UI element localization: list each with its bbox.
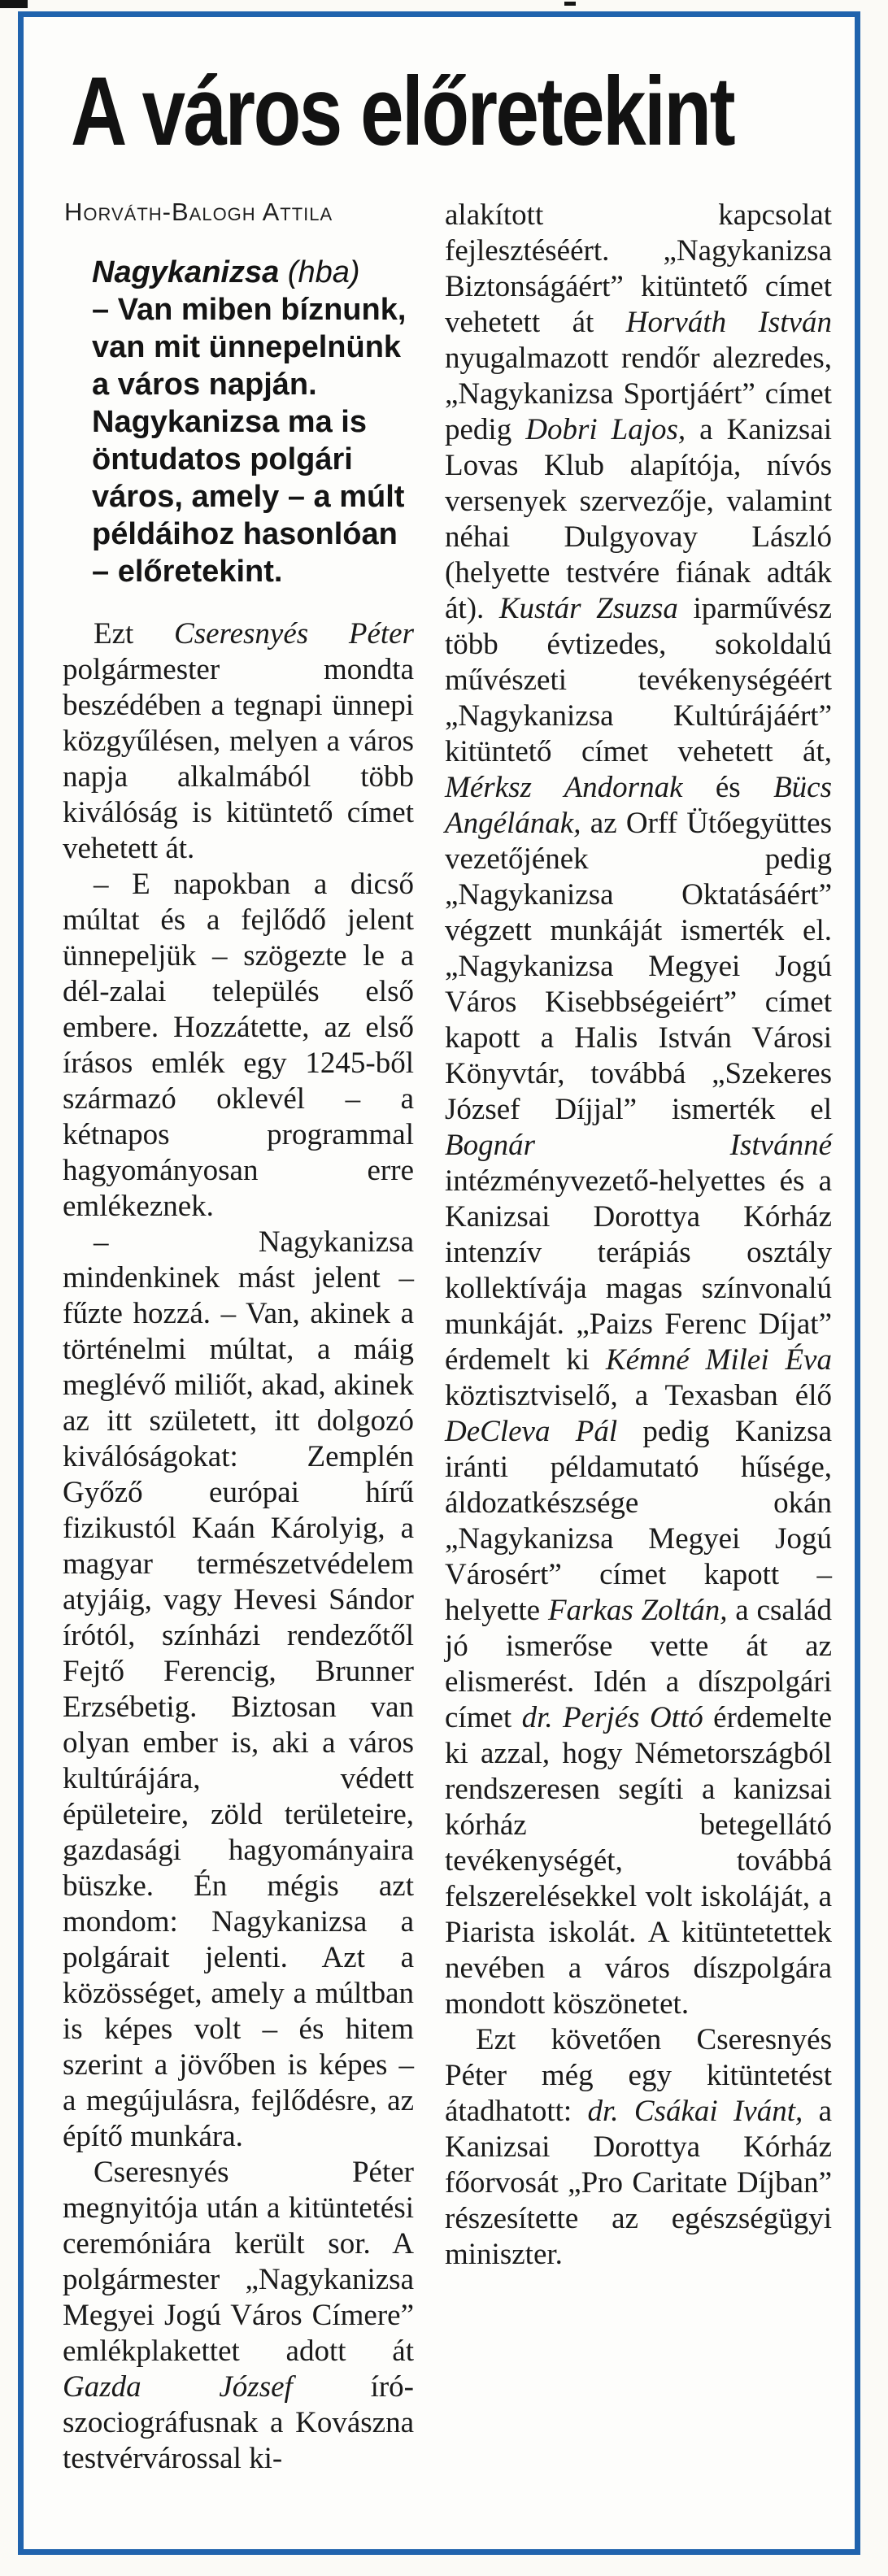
article-headline: A város előretekint xyxy=(71,57,734,166)
text-run: a Kanizsai Lovas Klub alapítója, nívós versenyek szervezője, valamint néhai Dulgyovay László (helyette testvére fiának adták át). xyxy=(445,413,833,625)
body-paragraph xyxy=(63,616,414,867)
lead-dateline: Nagykanizsa xyxy=(92,255,280,289)
article-frame xyxy=(18,11,860,2555)
person-name: Kémné Milei Éva xyxy=(605,1343,832,1377)
text-run: a Kanizsai Dorottya Kórház főorvosát „Pro Caritate Díjban” részesítette az egészségügyi miniszter. xyxy=(445,2095,832,2271)
text-run: Ezt xyxy=(94,616,175,651)
person-name: dr. Perjés Ottó xyxy=(521,1701,703,1734)
text-run: és xyxy=(682,771,774,804)
person-name: Cseresnyés Péter xyxy=(174,616,414,651)
text-run: – Nagykanizsa mindenkinek mást jelent – fűzte hozzá. – Van, akinek a történelmi múltat, a máig meglévő miliőt, akad, akinek az itt született, itt dolgozó kiválóságokat: Zemplén Győző európai hírű fizikustól Kaán Károlyig, a magyar természetvédelem atyjáig, vagy Hevesi Sándor írótól, színházi rendezőtől Fejtő Ferencig, Brunner Erzsébetig. Biztosan van olyan ember is, aki a város kultúrájára, védett épületeire, zöld területeire, gazdasági hagyományaira büszke. Én mégis azt mondom: Nagykanizsa a polgárait jelenti. Azt a közösséget, amely a múltban is képes volt – és hitem szerint a jövőben is képes – a megújulásra, fejlődésre, az építő munkára. xyxy=(63,1225,414,2153)
text-run: Cseresnyés Péter megnyitója után a kitüntetési ceremóniára került sor. A polgármester „Nagykanizsa Megyei Jogú Város Címere” emlékplakettet adott át xyxy=(63,2155,414,2368)
text-run: alakított kapcsolat fejlesztéséért. „Nagykanizsa Biztonságáért” kitüntető címet vehetett át xyxy=(445,198,832,339)
person-name: dr. Csákai Ivánt, xyxy=(587,2095,803,2128)
column-right xyxy=(445,198,832,2477)
body-paragraph xyxy=(445,2022,832,2273)
text-run: nyugalmazott rendőr alezredes, „Nagykanizsa Sportjáért” címet pedig xyxy=(445,342,832,446)
person-name: Farkas Zoltán, xyxy=(547,1594,728,1627)
text-run: polgármester mondta beszédében a tegnapi ünnepi közgyűlésen, melyen a város napja alkalmából több kiválóság is kitüntető címet vehetett át. xyxy=(63,652,414,865)
text-run: pedig Kanizsa iránti példamutató hűsége, áldozatkészsége okán „Nagykanizsa Megyei Jogú Városért” címet kapott – helyette xyxy=(445,1415,832,1627)
person-name: Dobri Lajos, xyxy=(525,413,686,446)
body-paragraph xyxy=(63,1225,414,2155)
person-name: DeCleva Pál xyxy=(445,1415,618,1448)
article-columns xyxy=(63,198,834,2477)
scan-artifact xyxy=(0,0,28,8)
body-paragraph-continuation xyxy=(445,198,832,2022)
lead-credit-tag: (hba) xyxy=(279,255,360,289)
person-name: Bognár Istvánné xyxy=(445,1129,832,1162)
text-run: a család jó ismerőse vette át az elismerést. Idén a díszpolgári címet xyxy=(445,1594,833,1734)
lead-text: – Van miben bíznunk, van mit ünnepelnünk a város napján. Nagykanizsa ma is öntudatos polgári város, amely – a múlt példáihoz hasonlóan – előretekint. xyxy=(92,292,407,589)
person-name: Gazda József xyxy=(63,2369,293,2404)
person-name: Horváth István xyxy=(625,306,833,339)
person-name: Mérksz Andornak xyxy=(445,771,683,804)
left-column-text xyxy=(63,616,414,2477)
text-run: intézményvezető-helyettes és a Kanizsai Dorottya Kórház intenzív terápiás osztály kollektívája magas színvonalú munkáját. „Paizs Ferenc Díjat” érdemelt ki xyxy=(445,1164,832,1377)
article-body xyxy=(24,17,855,2491)
person-name: Bücs Angélának, xyxy=(445,771,832,840)
right-column-text xyxy=(445,198,832,2273)
text-run: az Orff Ütőegyüttes vezetőjének pedig „Nagykanizsa Oktatásáért” végzett munkáját ismerték el. „Nagykanizsa Megyei Jogú Város Kisebbségeiért” címet kapott a Halis István Városi Könyvtár, továbbá „Szekeres József Díjjal” ismerték el xyxy=(445,807,832,1126)
lead-paragraph xyxy=(92,254,414,590)
body-paragraph xyxy=(63,2155,414,2477)
scan-artifact xyxy=(564,2,576,6)
text-run: iparművész több évtizedes, sokoldalú művészeti tevékenységéért „Nagykanizsa Kultúrájáért” kitüntető címet vehetett át, xyxy=(445,592,832,768)
body-paragraph xyxy=(63,867,414,1225)
text-run: Ezt követően Cseresnyés Péter még egy kitüntetést átadhatott: xyxy=(445,2023,832,2128)
text-run: író-szociográfusnak a Kovászna testvérvárossal ki- xyxy=(63,2369,414,2475)
text-run: köztisztviselő, a Texasban élő xyxy=(445,1379,832,1412)
column-left xyxy=(63,198,414,2477)
text-run: – E napokban a dicső múltat és a fejlődő jelent ünnepeljük – szögezte le a dél-zalai település első embere. Hozzátette, az első írásos emlék egy 1245-ből származó oklevél – a kétnapos programmal hagyományosan erre emlékeznek. xyxy=(63,867,414,1223)
person-name: Kustár Zsuzsa xyxy=(498,592,678,625)
text-run: érdemelte ki azzal, hogy Németországból rendszeresen segíti a kanizsai kórház betegellátó tevékenységét, továbbá felszerelésekkel volt iskoláját, a Piarista iskolát. A kitüntetettek nevében a város díszpolgára mondott köszönetet. xyxy=(445,1701,832,2021)
byline: Horváth-Balogh Attila xyxy=(64,198,333,226)
